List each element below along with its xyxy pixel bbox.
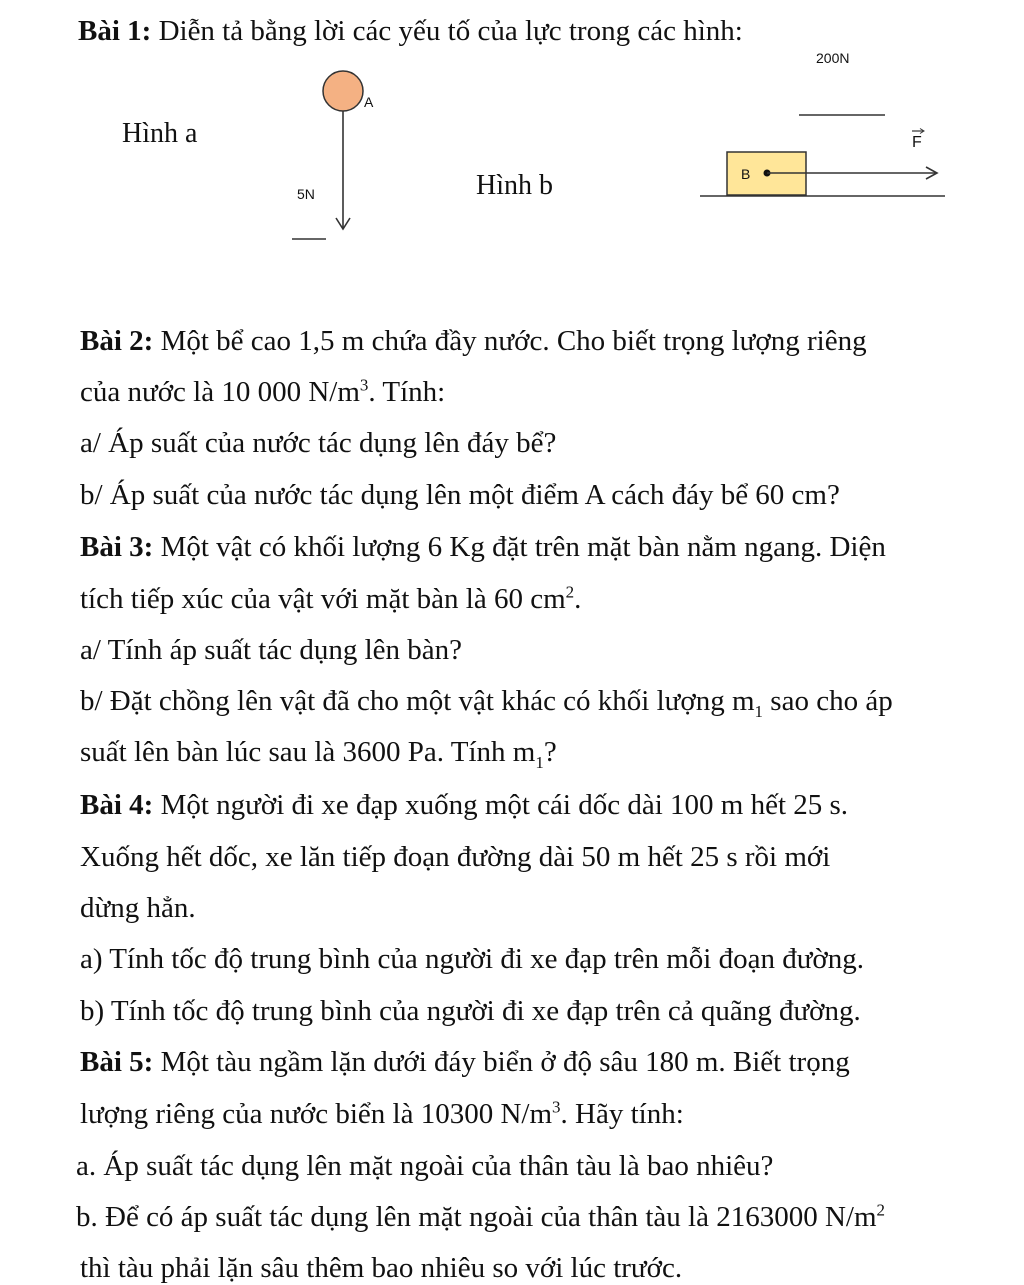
bai4-line2: Xuống hết dốc, xe lăn tiếp đoạn đường dài 50 m hết 25 s rồi mới (80, 841, 831, 873)
bai5-part-a: a. Áp suất tác dụng lên mặt ngoài của thân tàu là bao nhiêu? (76, 1150, 774, 1182)
bai4-part-a: a) Tính tốc độ trung bình của người đi xe đạp trên mỗi đoạn đường. (80, 943, 865, 975)
vector-f-label: F (912, 134, 922, 151)
bai2-line1-text: Một bể cao 1,5 m chứa đầy nước. Cho biết trọng lượng riêng (160, 325, 867, 357)
point-a-label: A (364, 94, 374, 110)
bai3-line1-text: Một vật có khối lượng 6 Kg đặt trên mặt bàn nằm ngang. Diện (160, 531, 886, 563)
ball-a (323, 71, 363, 111)
bai5-exponent: 3 (552, 1097, 561, 1117)
bai1-text: Diễn tả bằng lời các yếu tố của lực trong các hình: (158, 15, 743, 47)
bai4-line1 (80, 788, 848, 822)
bai5-line2-end: . Hãy tính: (560, 1098, 684, 1130)
bai3-part-a: a/ Tính áp suất tác dụng lên bàn? (80, 634, 462, 666)
bai2-part-b: b/ Áp suất của nước tác dụng lên một điểm A cách đáy bể 60 cm? (80, 479, 840, 511)
bai3-line2-text: tích tiếp xúc của vật với mặt bàn là 60 cm (80, 583, 566, 615)
bai2-part-a: a/ Áp suất của nước tác dụng lên đáy bể? (80, 427, 557, 459)
point-b-label: B (741, 166, 751, 182)
bai4-label: Bài 4: (80, 789, 154, 821)
bai3-b2-text: suất lên bàn lúc sau là 3600 Pa. Tính m (80, 736, 536, 768)
bai5-line1 (80, 1045, 850, 1079)
bai5-line1-text: Một tàu ngầm lặn dưới đáy biển ở độ sâu 180 m. Biết trọng (160, 1046, 850, 1078)
bai5-label: Bài 5: (80, 1046, 154, 1078)
bai3-b2-end: ? (543, 736, 557, 768)
bai2-line2-text: của nước là 10 000 N/m (80, 376, 360, 408)
bai5-line2 (80, 1097, 684, 1131)
bai3-line2-end: . (574, 583, 582, 615)
bai3-exponent: 2 (565, 582, 575, 602)
bai5-b1-exponent: 2 (876, 1200, 886, 1220)
bai3-b1-text: b/ Đặt chồng lên vật đã cho một vật khác có khối lượng m (80, 685, 755, 717)
bai5-part-b-line1 (76, 1200, 885, 1234)
bai3-line2 (80, 582, 581, 616)
bai2-line1 (80, 324, 867, 358)
bai3-part-b-line2 (80, 735, 557, 772)
bai2-line2 (80, 375, 445, 409)
bai3-b1-subscript: 1 (754, 701, 764, 721)
bai3-b1-end: sao cho áp (763, 685, 893, 717)
bai4-line1-text: Một người đi xe đạp xuống một cái dốc dài 100 m hết 25 s. (160, 789, 849, 821)
force-b-label: 200N (816, 50, 850, 66)
bai3-part-b-line1 (80, 684, 893, 721)
bai5-line2-text: lượng riêng của nước biển là 10300 N/m (80, 1098, 553, 1130)
hinh-b-label: Hình b (476, 170, 553, 201)
bai3-line1 (80, 530, 886, 564)
bai2-exponent: 3 (359, 375, 369, 395)
bai2-line2-end: . Tính: (368, 376, 446, 408)
force-a-label: 5N (297, 186, 315, 202)
bai1-label: Bài 1: (78, 15, 152, 47)
bai5-part-b-line2: thì tàu phải lặn sâu thêm bao nhiêu so với lúc trước. (80, 1252, 683, 1284)
bai4-part-b: b) Tính tốc độ trung bình của người đi xe đạp trên cả quãng đường. (80, 995, 861, 1027)
bai3-label: Bài 3: (80, 531, 154, 563)
bai5-b1-text: b. Để có áp suất tác dụng lên mặt ngoài của thân tàu là 2163000 N/m (76, 1201, 877, 1233)
bai3-b2-subscript: 1 (535, 752, 544, 772)
hinh-a-label: Hình a (122, 118, 198, 149)
bai4-line3: dừng hẳn. (80, 892, 196, 924)
bai2-label: Bài 2: (80, 325, 154, 357)
